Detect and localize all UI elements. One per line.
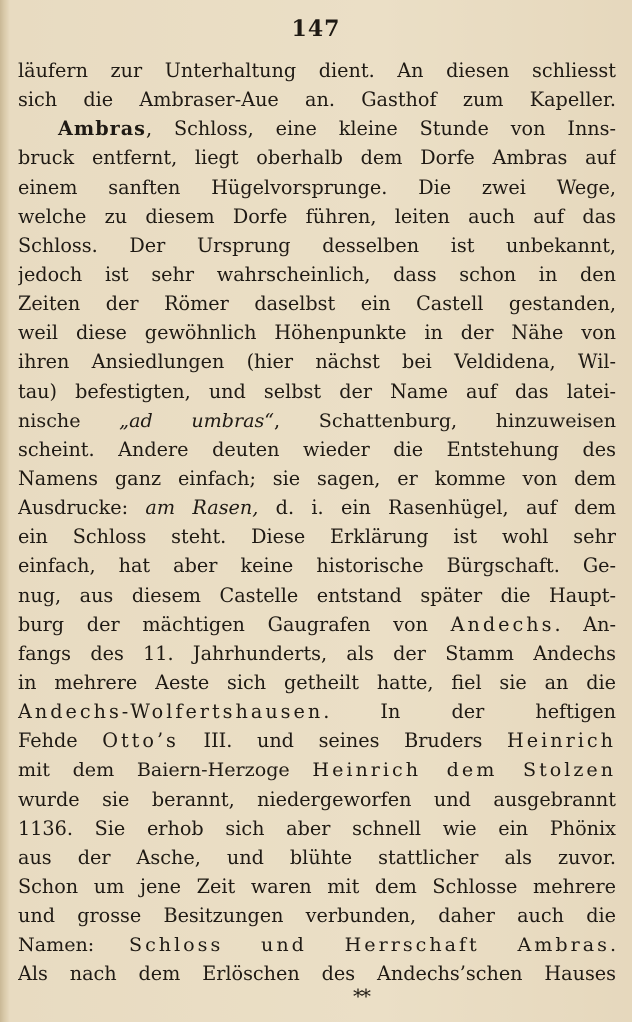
text-span: . In der heftigen — [323, 700, 616, 724]
signature-mark: ** — [353, 984, 369, 1008]
text-line — [18, 930, 616, 959]
page-number: 147 — [291, 16, 341, 42]
spaced-name: Andechs-Wolfertshausen — [18, 700, 324, 724]
text-span: Fehde — [18, 729, 103, 753]
text-span: welche zu diesem Dorfe führen, leiten auch auf das — [18, 204, 616, 228]
text-line — [18, 551, 616, 580]
body-text — [18, 56, 616, 989]
text-line — [18, 493, 616, 522]
text-span: weil diese gewöhnlich Höhenpunkte in der Nähe von — [18, 321, 616, 345]
text-span: wurde sie berannt, niedergeworfen und ausgebrannt — [18, 787, 616, 811]
text-span: Ausdrucke: — [18, 496, 146, 520]
text-line — [18, 318, 616, 347]
spaced-name: Schloss und Herrschaft Ambras — [129, 933, 610, 957]
text-line — [18, 522, 616, 551]
text-line — [18, 697, 616, 726]
text-span: Schon um jene Zeit waren mit dem Schlosse mehrere — [18, 874, 616, 898]
text-span: mit dem Baiern-Herzoge — [18, 758, 313, 782]
text-span: Namen: — [18, 933, 129, 957]
text-span: III. und seines Bruders — [178, 729, 507, 753]
text-span: und grosse Besitzungen verbunden, daher auch die — [18, 904, 616, 928]
entry-heading: Ambras — [58, 117, 146, 141]
text-line — [18, 289, 616, 318]
text-span: einfach, hat aber keine historische Bürgschaft. Ge- — [18, 554, 616, 578]
latin-phrase: „ad umbras“ — [119, 408, 275, 432]
text-span: läufern zur Unterhaltung dient. An diesen schliesst — [18, 59, 616, 82]
text-span: in mehrere Aeste sich getheilt hatte, fiel sie an die — [18, 670, 616, 694]
text-line — [18, 260, 616, 289]
text-line — [18, 56, 616, 85]
text-line — [18, 85, 616, 114]
spaced-name: Andechs — [450, 612, 555, 636]
text-line — [18, 872, 616, 901]
text-span: jedoch ist sehr wahrscheinlich, dass schon in den — [18, 262, 616, 286]
text-line — [18, 581, 616, 610]
text-span: nische — [18, 408, 120, 432]
text-line — [18, 726, 616, 755]
text-line — [18, 610, 616, 639]
text-span: , Schattenburg, hinzuweisen — [274, 408, 616, 432]
text-span: einem sanften Hügelvorsprunge. Die zwei Wege, — [18, 175, 616, 199]
text-span: tau) befestigten, und selbst der Name auf das latei- — [18, 379, 616, 403]
text-line — [18, 464, 616, 493]
text-span: , Schloss, eine kleine Stunde von Inns- — [145, 117, 616, 141]
text-span: 1136. Sie erhob sich aber schnell wie ein Phönix — [18, 816, 616, 840]
text-span: . — [609, 933, 616, 957]
text-span: Namens ganz einfach; sie sagen, er komme von dem — [18, 466, 616, 490]
text-line — [18, 668, 616, 697]
text-line — [18, 435, 616, 464]
text-span: ihren Ansiedlungen (hier nächst bei Veldidena, Wil- — [18, 350, 616, 374]
spaced-name: Heinrich dem Stolzen — [312, 758, 616, 782]
italic-phrase: am Rasen, — [145, 496, 259, 520]
text-line — [18, 231, 616, 260]
text-span: Zeiten der Römer daselbst ein Castell gestanden, — [18, 292, 616, 316]
entry-line — [18, 114, 616, 143]
text-line — [18, 347, 616, 376]
text-span: sich die Ambraser-Aue an. Gasthof zum Kapeller. — [18, 88, 616, 112]
text-span: nug, aus diesem Castelle entstand später die Haupt- — [18, 583, 616, 607]
text-line — [18, 901, 616, 930]
text-span: d. i. ein Rasenhügel, auf dem — [258, 496, 616, 520]
spaced-name: Heinrich — [507, 729, 616, 753]
text-line — [18, 843, 616, 872]
text-span: Schloss. Der Ursprung desselben ist unbekannt, — [18, 233, 616, 257]
text-line — [18, 143, 616, 172]
text-span: aus der Asche, und blühte stattlicher als zuvor. — [18, 845, 616, 869]
text-line — [18, 814, 616, 843]
text-line — [18, 755, 616, 784]
text-line — [18, 406, 616, 435]
text-span: Als nach dem Erlöschen des Andechs’schen Hauses — [18, 962, 616, 986]
text-span: fangs des 11. Jahrhunderts, als der Stamm Andechs — [18, 641, 616, 665]
text-span: ein Schloss steht. Diese Erklärung ist wohl sehr — [18, 525, 616, 549]
text-span: . An- — [554, 612, 616, 636]
text-line — [18, 785, 616, 814]
text-span: burg der mächtigen Gaugrafen von — [18, 612, 451, 636]
spaced-name: Otto’s — [102, 729, 179, 753]
text-line — [18, 202, 616, 231]
text-line — [18, 639, 616, 668]
text-span: bruck entfernt, liegt oberhalb dem Dorfe Ambras auf — [18, 146, 616, 170]
text-line — [18, 173, 616, 202]
text-line — [18, 377, 616, 406]
text-span: scheint. Andere deuten wieder die Entstehung des — [18, 437, 616, 461]
